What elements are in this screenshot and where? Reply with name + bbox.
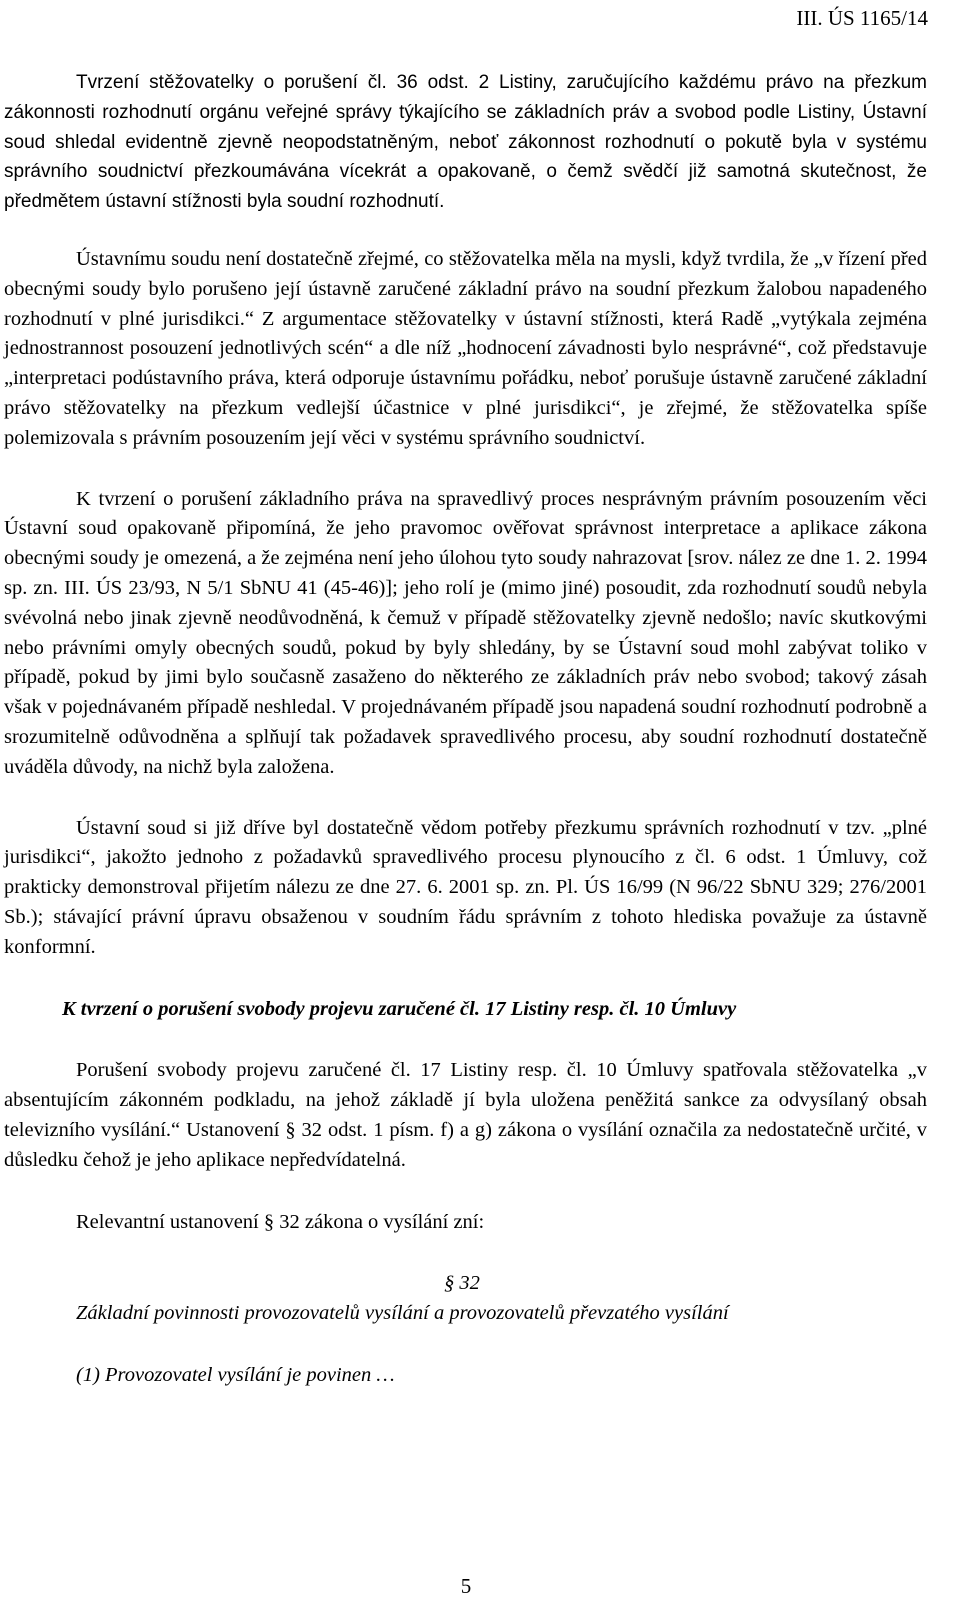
paragraph-4: Ústavní soud si již dříve byl dostatečně vědom potřeby přezkumu správních rozhodnutí v tzv. „plné jurisdikci“, jakožto jednoho z požadavků spravedlivého procesu plynoucího z čl. 6 odst. 1 Úmluvy, což prakticky demonstroval přijetím nálezu ze dne 27. 6. 2001 sp. zn. Pl. ÚS 16/99 (N 96/22 SbNU 329; 276/2001 Sb.); stávající právní úpravu obsaženou v soudním řádu správním z tohoto hlediska považuje za ústavně konformní.	[4, 816, 927, 958]
page-number: 5	[460, 1574, 472, 1598]
case-number: III. ÚS 1165/14	[796, 6, 928, 30]
paragraph-3: K tvrzení o porušení základního práva na spravedlivý proces nesprávným právním posouzením věci Ústavní soud opakovaně připomíná, že jeho pravomoc ověřovat správnost interpretace a aplikace zákona obecnými soudy je omezená, a že zejména není jeho úlohou tyto soudy nahrazovat [srov. nález ze dne 1. 2. 1994 sp. zn. III. ÚS 23/93, N 5/1 SbNU 41 (45-46)]; jeho rolí je (mimo jiné) posoudit, zda rozhodnutí soudů nebyla svévolná nebo jinak zjevně neodůvodněná, k čemuž v případě stěžovatelky zjevně nedošlo; navíc skutkovými nebo právními omyly obecných soudů, pokud by byly shledány, by se Ústavní soud mohl zabývat toliko v případě, pokud by jimi bylo současně zasaženo do některého ze základních práv nebo svobod; takový zásah však v pojednávaném případě neshledal. V projednávaném případě jsou napadená soudní rozhodnutí podrobně a srozumitelně odůvodněna a splňují tak požadavek spravedlivého procesu, aby soudní rozhodnutí dostatečně uváděla důvody, na nichž byla založena.	[4, 487, 927, 778]
paragraph-6: Relevantní ustanovení § 32 zákona o vysílání zní:	[76, 1210, 485, 1233]
paragraph-2: Ústavnímu soudu není dostatečně zřejmé, co stěžovatelka měla na mysli, když tvrdila, že „v řízení před obecnými soudy bylo porušeno její ústavně zaručené základní právo na soudní přezkum žalobou napadeného rozhodnutí v plné jurisdikci.“ Z argumentace stěžovatelky v ústavní stížnosti, která Radě „vytýkala zejména jednostrannost posouzení jednotlivých scén“ a dle níž „hodnocení závadnosti bylo nesprávné“, což představuje „interpretaci podústavního práva, která odporuje ústavnímu pořádku, neboť porušuje ústavně zaručené základní právo stěžovatelky na přezkum vedlejší účastnice v plné jurisdikci“, je zřejmé, že stěžovatelka spíše polemizovala s právním posouzením její věci v systému správního soudnictví.	[4, 247, 927, 449]
document-body	[4, 68, 927, 1391]
paragraph-1: Tvrzení stěžovatelky o porušení čl. 36 odst. 2 Listiny, zaručujícího každému právo na přezkum zákonnosti rozhodnutí orgánu veřejné správy týkajícího se základních práv a svobod podle Listiny, Ústavní soud shledal evidentně zjevně neopodstatněným, neboť zákonnost rozhodnutí o pokutě byla v systému správního soudnictví přezkoumávána vícekrát a opakovaně, o čemž svědčí již samotná skutečnost, že předmětem ústavní stížnosti byla soudní rozhodnutí.	[4, 72, 927, 213]
section-heading: K tvrzení o porušení svobody projevu zaručené čl. 17 Listiny resp. čl. 10 Úmluvy	[62, 997, 737, 1020]
section-mark: § 32	[444, 1272, 480, 1295]
paragraph-5: Porušení svobody projevu zaručené čl. 17 Listiny resp. čl. 10 Úmluvy spatřovala stěžovatelka „v absentujícím zákonném podkladu, na jehož základě jí byla uložena peněžitá sankce za odvysílaný obsah televizního vysílání.“ Ustanovení § 32 odst. 1 písm. f) a g) zákona o vysílání označila za nedostatečně určité, v důsledku čehož je jeho aplikace nepředvídatelná.	[4, 1059, 927, 1171]
section-title: Základní povinnosti provozovatelů vysílání a provozovatelů převzatého vysílání	[76, 1302, 729, 1325]
section-item: (1) Provozovatel vysílání je povinen …	[76, 1363, 395, 1386]
